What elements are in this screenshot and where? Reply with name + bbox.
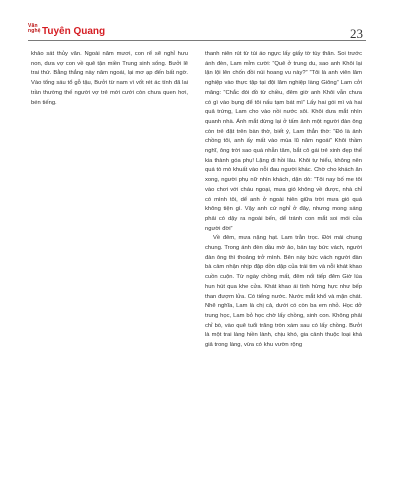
right-column bbox=[205, 50, 362, 351]
logo-small-text: Văn nghệ bbox=[28, 23, 41, 34]
paragraph: thanh niên rút từ túi áo ngực lấy giấy tờ tùy thân. Soi trước ánh đèn, Lam mỉm cười: “Quê ở trung du, sao anh Khôi lại lặn lội lên chốn đồi núi hoang vu này?” “Tôi là anh viên lâm nghiệp vào thực tập tại đội lâm nghiệp làng Giông” Lam cởi măng: “Chắc đói đồ từ chiều, đêm giờ anh Khôi vẫn chưa có gì vào bụng để tôi nấu tạm bát mì” Lấy hai gói mì và hai quả trứng, Lam cho vào nồi nước sôi. Khôi dưa mắt nhìn quanh nhà. Ánh mắt dừng lại ở tấm ảnh một người đàn ông còn trẻ đặt trên bàn thờ, biết ý, Lam thẳn thờ: “Đó là ảnh chồng tôi, anh ấy mất vào mùa lũ năm ngoái” Khôi thầm nghĩ, ông trời sao quá nhẫn tâm, bắt cô gái trẻ xinh đẹp thế kia thành góa phụ! Lặng đi hồi lâu. Khôi tự hiểu, không nên quá tò mò khuất vào nỗi đau người khác. Chờ cho khách ăn xong, người phụ nữ nhìn khách, dặn dò: “Tôi nay bố me tôi vào chơi với cháu ngoại, mưa gió không về được, nhà chỉ có mình tôi, dể anh ở ngoài hiên giữa trời mưa gió quá không tiện gì. Vậy anh cứ nghỉ ở đây, nhưng mong sáng phải có dậy ra ngoài bến, dể tránh con mắt soi mói của người đời” bbox=[205, 51, 362, 232]
page-header bbox=[0, 0, 402, 40]
paragraph: khảo sát thủy văn. Ngoài năm mươi, con rể sẽ nghỉ hưu non, dưa vợ con về quê tận miền Trung sinh sống. Bưởi lẽ trai thứ. Bằng thắng này năm ngoái, lại mơ ạp đến bất ngờ. Vào tổng sáu tổ gỗ tậu, Bưởi từ nam vì vốt rét ác tính đã lai trần thường thế người vợ trẻ mới cưới còn chưa quen hơi, bén tiếng. bbox=[31, 51, 188, 106]
header-divider bbox=[28, 40, 366, 41]
paragraph: Về đêm, mưa nặng hạt. Lam trằn trọc. Đời mái chung chung. Trong ánh đèn dầu mờ ảo, bản tay bức vách, người đàn ông thì thoảng trở mình. Bên này bức vách người đàn bà cảm nhận nhịp đập dồn dập của trái tim và nỗi khát khao cuồn cuộn. Từ ngày chồng mất, đêm nối tiếp đêm Giờ lúa hun hút qua khe cửa. Khát khao ái tình hừng hực như bếp than đượm lửa. Có tiếng nước. Nước mắt khổ và mặn chát. Nhẽ nghĩa, Lam là chị cả, dưới có còn ba em nhỏ. Học dở trung học, Lam bỏ học chờ lấy chồng, sinh con. Không phải chỉ bò, vào quê tuổi trăng tròn xám sau có lấy chồng. Bưởi là một trai làng hiền lành, chịu khó, gia cảnh thuộc loại khá giả trong làng, vừa có khu vườn rộng bbox=[205, 235, 362, 349]
page-number: 23 bbox=[350, 26, 363, 41]
left-column bbox=[31, 50, 188, 108]
logo-main-text: Tuyên Quang bbox=[42, 26, 106, 37]
